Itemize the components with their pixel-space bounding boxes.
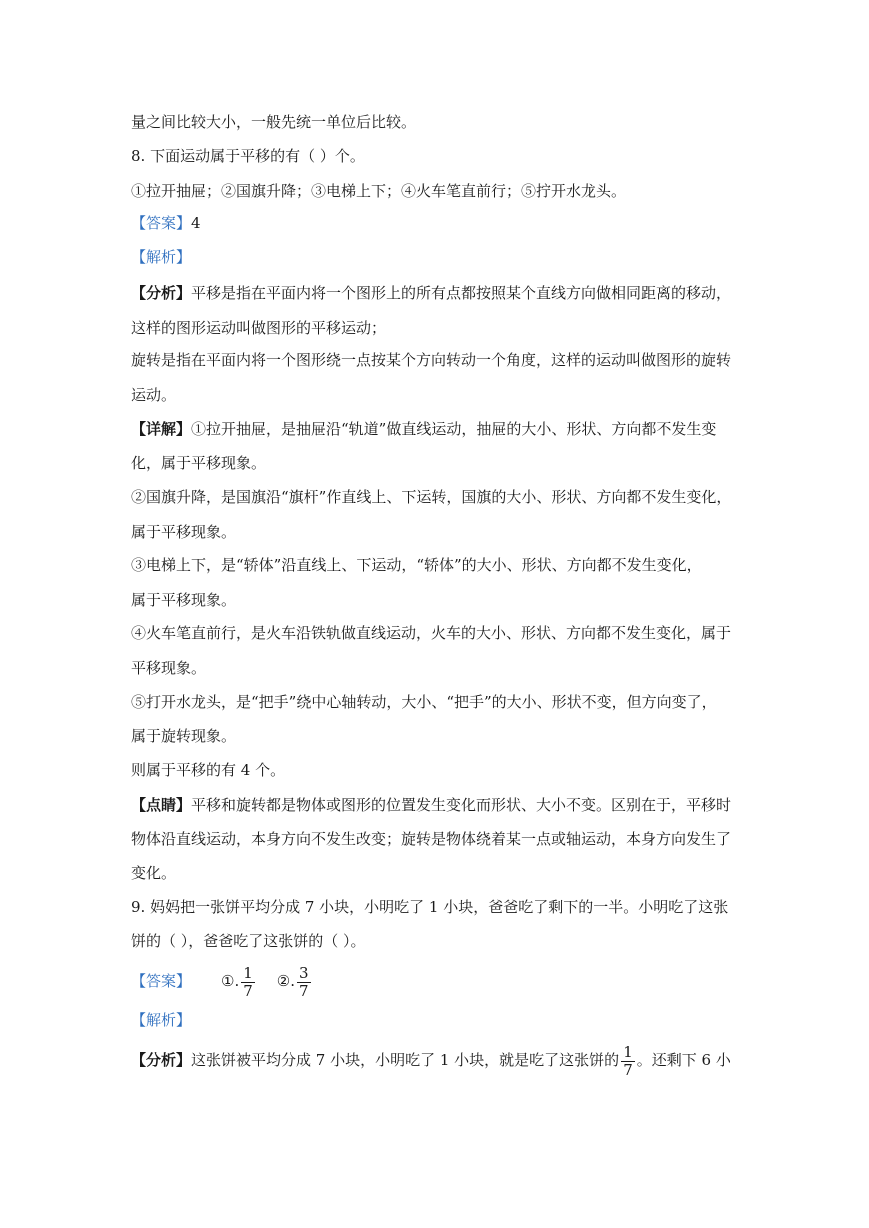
analysis-line (131, 1010, 741, 1030)
question-text: 8. 下面运动属于平移的有（ ）个。 (131, 147, 365, 165)
text-line (131, 318, 741, 338)
line-text: 物体沿直线运动，本身方向不发生改变；旋转是物体绕着某一点或轴运动，本身方向发生了 (131, 830, 732, 848)
question-8 (131, 146, 741, 166)
line-text: 属于旋转现象。 (131, 727, 237, 745)
dianjing-tag: 【点睛】 (131, 796, 192, 814)
analysis-line (131, 247, 741, 267)
line-text: ⑤打开水龙头，是“把手”绕中心轴转动，大小、“把手”的大小、形状不变，但方向变了， (131, 693, 717, 711)
line-text: 量之间比较大小，一般先统一单位后比较。 (131, 113, 417, 131)
answer-marker-2: ②. (276, 972, 295, 990)
answer-value: 4 (191, 214, 201, 232)
fraction-denominator: 7 (243, 981, 253, 1000)
line-text: 平移是指在平面内将一个图形上的所有点都按照某个直线方向做相同距离的移动， (191, 284, 732, 302)
options-text: ①拉开抽屉；②国旗升降；③电梯上下；④火车笔直前行；⑤拧开水龙头。 (131, 182, 627, 200)
line-text: ②国旗升降，是国旗沿“旗杆”作直线上、下运转，国旗的大小、形状、方向都不发生变化， (131, 488, 732, 506)
line-text: 化，属于平移现象。 (131, 454, 267, 472)
line-text: 运动。 (131, 386, 177, 404)
answer-tag: 【答案】 (131, 972, 192, 990)
line-text: 这样的图形运动叫做图形的平移运动； (131, 319, 387, 337)
text-line (131, 760, 741, 780)
question-text: 9. 妈妈把一张饼平均分成 7 小块，小明吃了 1 小块，爸爸吃了剩下的一半。小明吃了这张 (131, 898, 729, 916)
fenxi-tag: 【分析】 (131, 284, 192, 302)
text-line (131, 112, 741, 132)
text-line (131, 863, 741, 883)
text-line (131, 555, 741, 575)
answer-marker-1: ①. (221, 972, 240, 990)
line-text: 平移现象。 (131, 659, 207, 677)
options-line (131, 181, 741, 201)
text-line (131, 795, 741, 815)
text-line (131, 726, 741, 746)
analysis-tag: 【解析】 (131, 248, 192, 266)
line-text: ①拉开抽屉，是抽屉沿“轨道”做直线运动，抽屉的大小、形状、方向都不发生变 (191, 420, 717, 438)
line-text: 饼的（ ），爸爸吃了这张饼的（ ）。 (131, 932, 366, 950)
fraction-numerator: 1 (243, 963, 253, 982)
analysis-tag: 【解析】 (131, 1011, 192, 1029)
text-line (131, 283, 741, 303)
fraction-one-seventh (241, 965, 255, 1000)
text-line (131, 692, 741, 712)
text-line (131, 1042, 741, 1079)
text-line (131, 453, 741, 473)
fraction-numerator: 3 (299, 963, 309, 982)
line-text: 。还剩下 6 小 (636, 1051, 731, 1069)
line-text: 平移和旋转都是物体或图形的位置发生变化而形状、大小不变。区别在于，平移时 (191, 796, 732, 814)
fraction-three-sevenths (297, 965, 311, 1000)
line-text: 变化。 (131, 864, 177, 882)
fraction-numerator: 1 (623, 1042, 633, 1061)
line-text: 属于平移现象。 (131, 523, 237, 541)
text-line (131, 590, 741, 610)
text-line (131, 829, 741, 849)
line-text: ④火车笔直前行，是火车沿铁轨做直线运动，火车的大小、形状、方向都不发生变化，属于 (131, 624, 732, 642)
text-line (131, 385, 741, 405)
fraction-denominator: 7 (299, 981, 309, 1000)
question-9 (131, 897, 741, 917)
text-line (131, 350, 741, 370)
answer-line (131, 213, 741, 233)
text-line (131, 522, 741, 542)
line-text: 属于平移现象。 (131, 591, 237, 609)
answer-tag: 【答案】 (131, 214, 192, 232)
line-text: 这张饼被平均分成 7 小块，小明吃了 1 小块，就是吃了这张饼的 (191, 1051, 620, 1069)
fraction-one-seventh (621, 1044, 635, 1079)
text-line (131, 658, 741, 678)
line-text: 则属于平移的有 4 个。 (131, 761, 286, 779)
line-text: 旋转是指在平面内将一个图形绕一点按某个方向转动一个角度，这样的运动叫做图形的旋转 (131, 351, 732, 369)
text-line (131, 487, 741, 507)
xiangjie-tag: 【详解】 (131, 420, 192, 438)
text-line (131, 623, 741, 643)
text-line (131, 419, 741, 439)
fenxi-tag: 【分析】 (131, 1051, 192, 1069)
line-text: ③电梯上下，是“轿体”沿直线上、下运动，“轿体”的大小、形状、方向都不发生变化， (131, 556, 702, 574)
answer-line (131, 963, 741, 1000)
text-line (131, 931, 741, 951)
fraction-denominator: 7 (623, 1060, 633, 1079)
